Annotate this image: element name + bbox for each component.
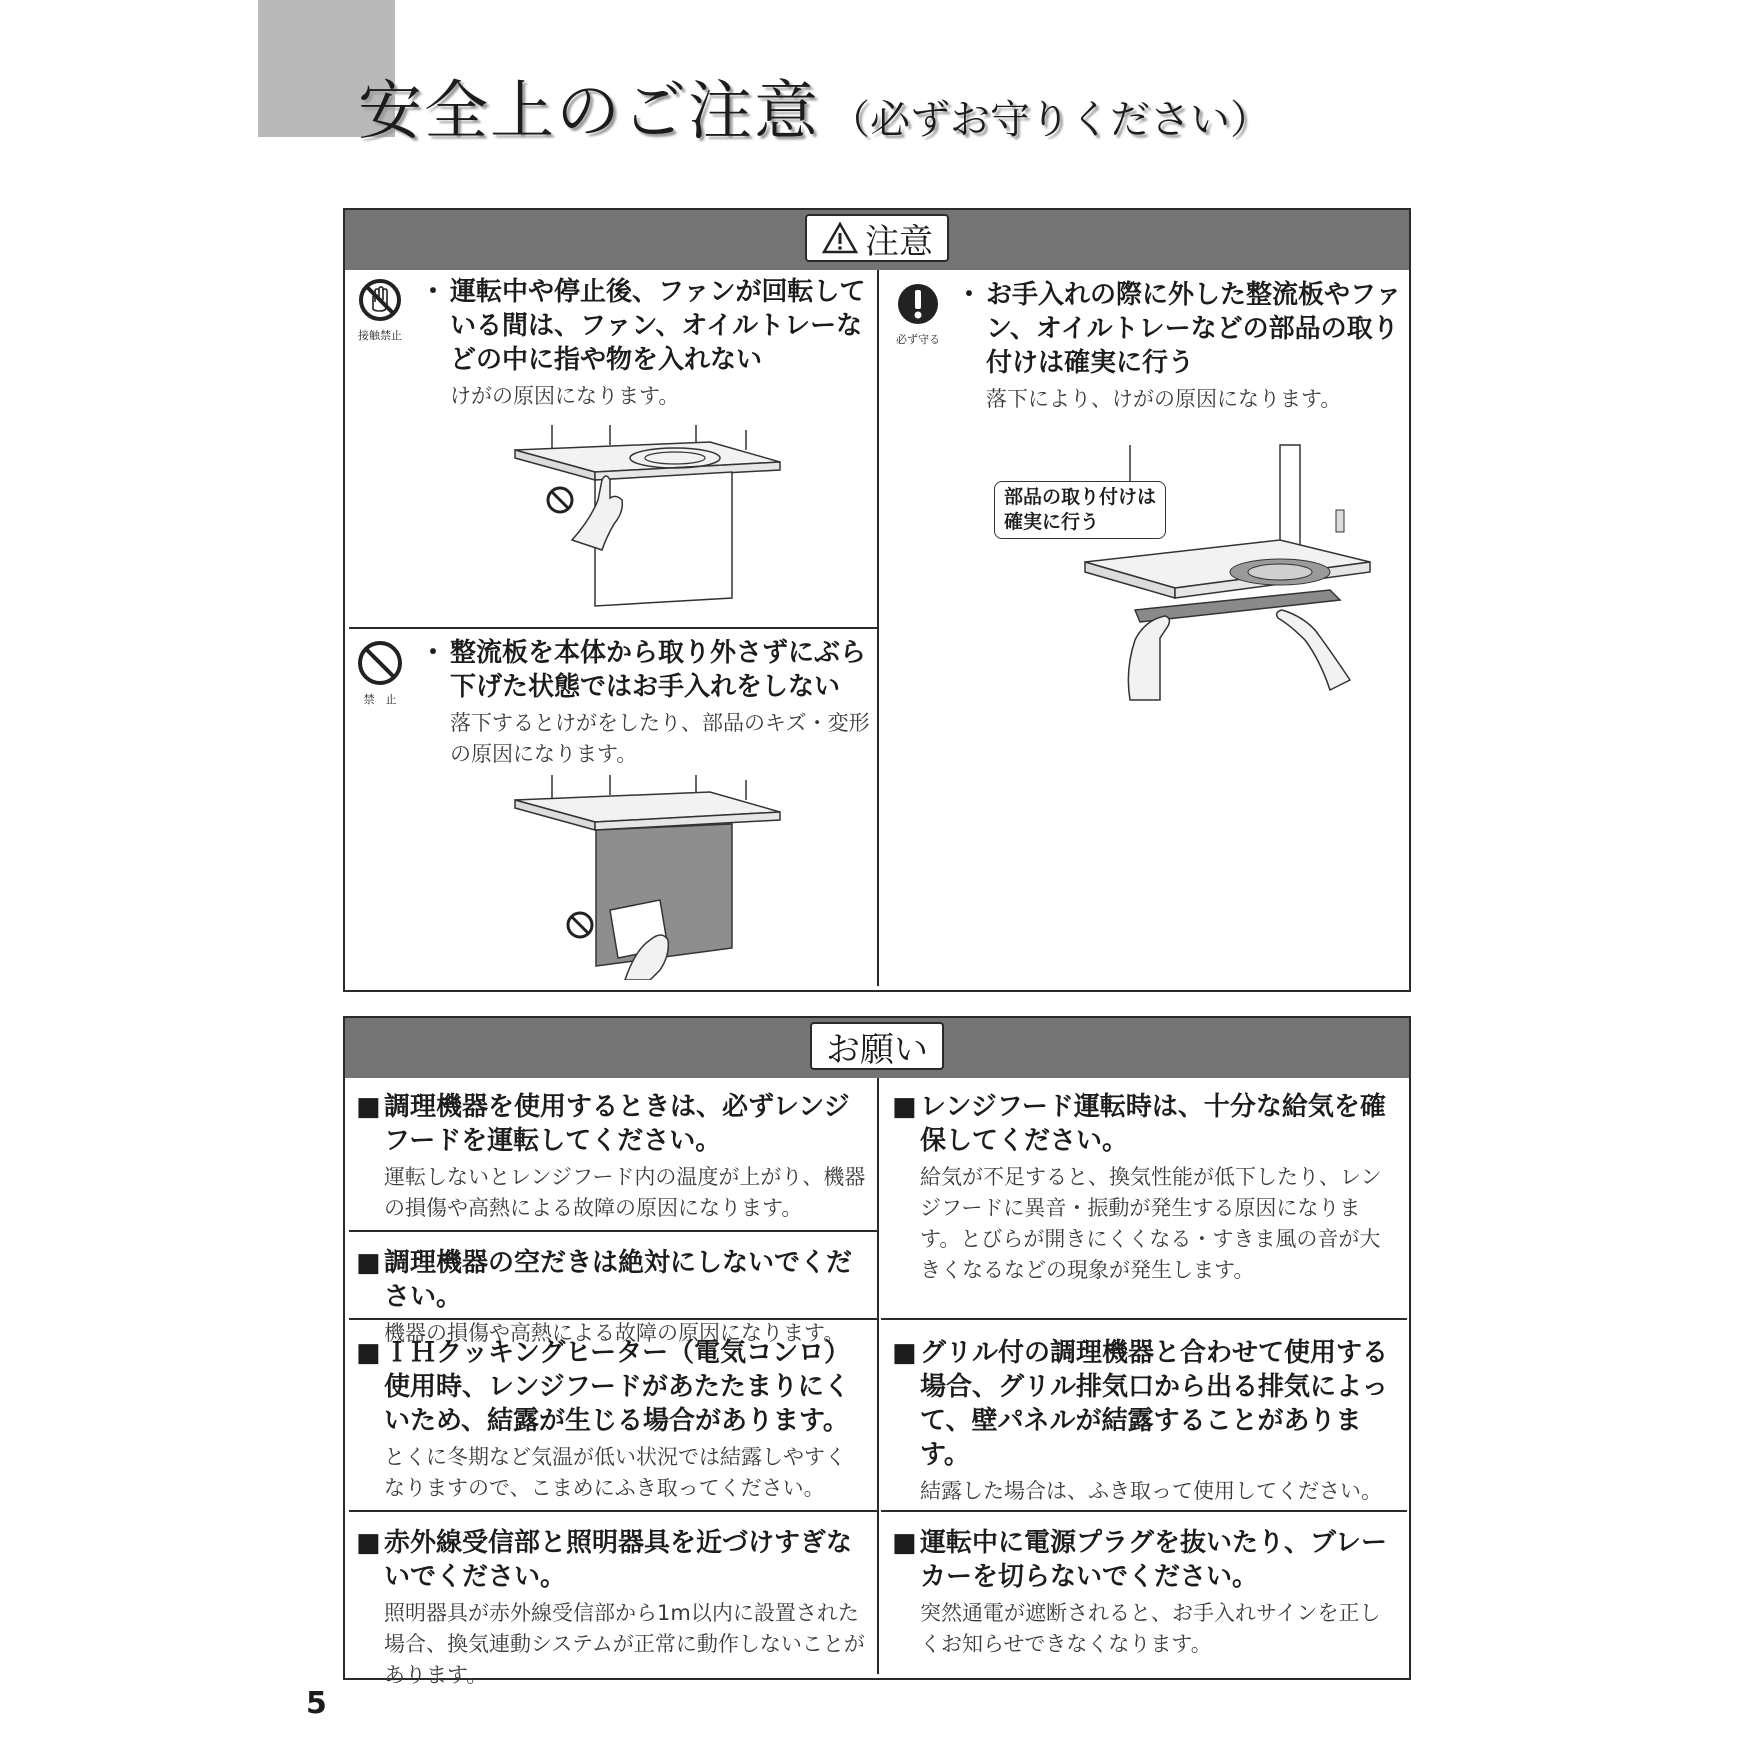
install-callout: 部品の取り付けは 確実に行う bbox=[994, 481, 1166, 539]
request-item-2-desc: 機器の損傷や高熱による故障の原因になります。 bbox=[384, 1321, 845, 1345]
prohibited-sign bbox=[354, 640, 406, 707]
caution-row-divider bbox=[349, 627, 877, 629]
request-item-3 bbox=[356, 1336, 866, 1504]
caution-label-text: 注意 bbox=[865, 221, 933, 262]
request-row-divider-1 bbox=[349, 1230, 877, 1232]
request-header bbox=[345, 1018, 1409, 1078]
request-item-1-desc: 運転しないとレンジフード内の温度が上がり、機器の損傷や高熱による故障の原因になります。 bbox=[384, 1165, 866, 1220]
request-item-2-heading: ■ 調理機器の空だきは絶対にしないでください。 bbox=[356, 1248, 853, 1312]
caution-label bbox=[805, 214, 949, 262]
no-touch-caption: 接触禁止 bbox=[358, 329, 402, 342]
hood-fan-hand-illustration bbox=[510, 420, 795, 615]
request-item-2 bbox=[356, 1246, 866, 1349]
request-row-divider-5 bbox=[881, 1510, 1407, 1512]
request-item-5-desc: 給気が不足すると、換気性能が低下したり、レンジフードに異音・振動が発生する原因になります。とびらが開きにくくなる・すきま風の音が大きくなるなどの現象が発生します。 bbox=[920, 1165, 1382, 1282]
request-item-5-heading: ■ レンジフード運転時は、十分な給気を確保してください。 bbox=[892, 1092, 1386, 1156]
exclamation-icon bbox=[896, 282, 940, 326]
prohibited-icon bbox=[357, 640, 403, 686]
request-row-divider-3 bbox=[881, 1318, 1407, 1320]
page-number: 5 bbox=[306, 1686, 327, 1721]
request-item-3-heading: ■ ＩＨクッキングヒーター（電気コンロ）使用時、レンジフードがあたたまりにくいため、結露が生じる場合があります。 bbox=[356, 1338, 851, 1436]
page-title-sub: （必ずお守りください） bbox=[830, 97, 1270, 143]
request-divider bbox=[877, 1078, 879, 1674]
hand-prohibited-icon bbox=[358, 278, 402, 322]
request-item-7-heading: ■ 運転中に電源プラグを抜いたり、ブレーカーを切らないでください。 bbox=[892, 1528, 1387, 1592]
request-item-6-desc: 結露した場合は、ふき取って使用してください。 bbox=[920, 1479, 1382, 1503]
caution-item-2 bbox=[420, 636, 870, 770]
no-touch-sign bbox=[354, 278, 406, 343]
request-label-text: お願い bbox=[826, 1029, 928, 1070]
request-item-4-heading: ■ 赤外線受信部と照明器具を近づけすぎないでください。 bbox=[356, 1528, 853, 1592]
request-label bbox=[810, 1022, 944, 1070]
mandatory-sign bbox=[892, 282, 944, 347]
caution-divider bbox=[877, 270, 879, 986]
caution-item-1-heading: ・ 運転中や停止後、ファンが回転している間は、ファン、オイルトレーなどの中に指や物を入れない bbox=[420, 275, 870, 377]
mandatory-caption: 必ず守る bbox=[896, 333, 940, 346]
request-item-4 bbox=[356, 1526, 866, 1691]
warning-triangle-icon bbox=[821, 221, 859, 255]
request-item-1-heading: ■ 調理機器を使用するときは、必ずレンジフードを運転してください。 bbox=[356, 1092, 850, 1156]
request-item-7 bbox=[892, 1526, 1398, 1660]
caution-item-1 bbox=[420, 275, 870, 412]
page-title bbox=[358, 60, 1270, 152]
caution-item-1-desc: けがの原因になります。 bbox=[450, 384, 680, 408]
caution-item-3-heading: ・ お手入れの際に外した整流板やファン、オイルトレーなどの部品の取り付けは確実に行う bbox=[956, 278, 1406, 380]
request-item-1 bbox=[356, 1090, 866, 1224]
caution-item-3-desc: 落下により、けがの原因になります。 bbox=[986, 387, 1342, 411]
caution-header bbox=[345, 210, 1409, 270]
request-item-6-heading: ■ グリル付の調理機器と合わせて使用する場合、グリル排気口から出る排気によって、壁パネルが結露することがあります。 bbox=[892, 1338, 1389, 1470]
caution-item-2-desc: 落下するとけがをしたり、部品のキズ・変形の原因になります。 bbox=[450, 711, 870, 766]
request-item-4-desc: 照明器具が赤外線受信部から1m以内に設置された場合、換気連動システムが正常に動作しないことがあります。 bbox=[384, 1601, 865, 1687]
request-item-3-desc: とくに冬期など気温が低い状況では結露しやすくなりますので、こまめにふき取ってください。 bbox=[384, 1445, 846, 1500]
caution-item-3 bbox=[956, 278, 1406, 415]
caution-item-2-heading: ・ 整流板を本体から取り外さずにぶら下げた状態ではお手入れをしない bbox=[420, 636, 870, 704]
request-item-6 bbox=[892, 1336, 1398, 1507]
request-item-5 bbox=[892, 1090, 1398, 1286]
page-title-main: 安全上のご注意 bbox=[358, 75, 820, 149]
prohibited-caption: 禁 止 bbox=[363, 693, 397, 706]
hanging-panel-cleaning-illustration bbox=[510, 770, 795, 980]
request-row-divider-4 bbox=[349, 1510, 877, 1512]
request-item-7-desc: 突然通電が遮断されると、お手入れサインを正しくお知らせできなくなります。 bbox=[920, 1601, 1381, 1656]
